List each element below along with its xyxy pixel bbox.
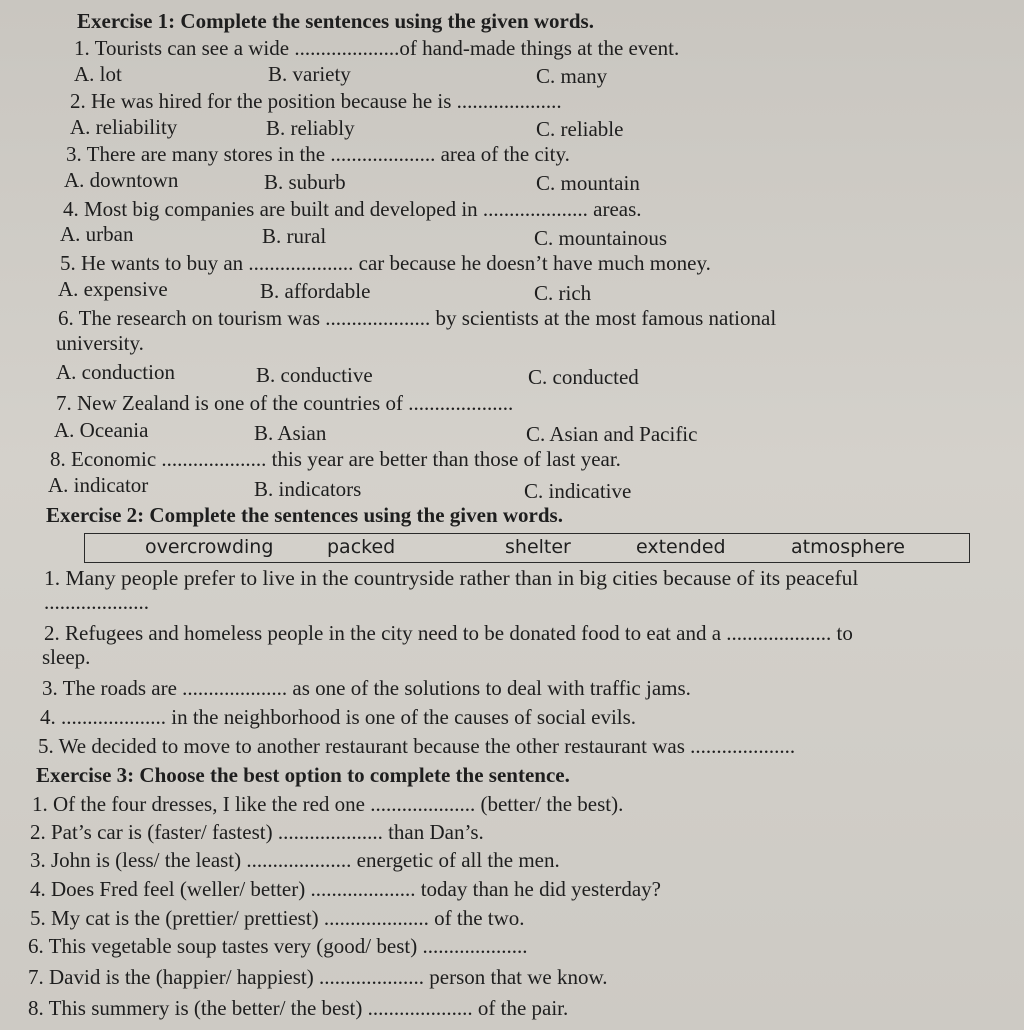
ex1-q6-option-b: B. conductive (256, 363, 373, 387)
ex1-q8-option-c: C. indicative (524, 479, 632, 503)
ex3-item-4: 4. Does Fred feel (weller/ better) .................... today than he did yesterday? (30, 877, 661, 901)
ex1-q3: 3. There are many stores in the .................... area of the city. (66, 142, 570, 166)
ex1-q1-option-b: B. variety (268, 62, 351, 86)
ex3-item-6: 6. This vegetable soup tastes very (good/ best) .................... (28, 934, 528, 958)
ex1-q6: 6. The research on tourism was .................... by scientists at the most famous national (58, 306, 777, 330)
ex1-q5-option-a: A. expensive (58, 277, 168, 301)
ex3-item-7: 7. David is the (happier/ happiest) .................... person that we know. (28, 965, 608, 989)
ex1-q4-option-a: A. urban (60, 222, 134, 246)
word-bank-word: overcrowding (145, 536, 274, 558)
ex1-q1-option-a: A. lot (74, 62, 122, 86)
ex1-q8-option-b: B. indicators (254, 477, 362, 501)
ex2-sentence-4: 4. .................... in the neighborhood is one of the causes of social evils. (40, 705, 637, 729)
ex1-q4: 4. Most big companies are built and developed in .................... areas. (63, 197, 642, 221)
word-bank-word: atmosphere (791, 536, 905, 558)
ex1-q5-option-c: C. rich (534, 281, 592, 305)
ex1-q5: 5. He wants to buy an .................... car because he doesn’t have much money. (60, 251, 711, 275)
exercise-1-title: Exercise 1: Complete the sentences using the given words. (77, 9, 594, 33)
ex1-q3-option-b: B. suburb (264, 170, 346, 194)
ex1-q1-option-c: C. many (536, 64, 608, 88)
ex2-sentence-2-continued: sleep. (42, 645, 91, 669)
ex2-sentence-5: 5. We decided to move to another restaurant because the other restaurant was .................... (38, 734, 796, 758)
ex1-q4-option-b: B. rural (262, 224, 327, 248)
exercise-3-title: Exercise 3: Choose the best option to complete the sentence. (36, 763, 570, 787)
ex1-q1: 1. Tourists can see a wide ....................of hand-made things at the event. (74, 36, 680, 60)
ex1-q4-option-c: C. mountainous (534, 226, 668, 250)
ex1-q6-continued: university. (56, 331, 144, 355)
ex2-sentence-2: 2. Refugees and homeless people in the city need to be donated food to eat and a .................... to (44, 621, 853, 645)
ex1-q2-option-c: C. reliable (536, 117, 624, 141)
ex1-q5-option-b: B. affordable (260, 279, 371, 303)
ex3-item-8: 8. This summery is (the better/ the best) .................... of the pair. (28, 996, 569, 1020)
ex1-q8-option-a: A. indicator (48, 473, 149, 497)
ex3-item-1: 1. Of the four dresses, I like the red one .................... (better/ the best). (32, 792, 624, 816)
ex1-q7-option-a: A. Oceania (54, 418, 149, 442)
ex1-q2-option-b: B. reliably (266, 116, 355, 140)
ex3-item-5: 5. My cat is the (prettier/ prettiest) .................... of the two. (30, 906, 525, 930)
ex1-q8: 8. Economic .................... this year are better than those of last year. (50, 447, 621, 471)
ex2-sentence-3: 3. The roads are .................... as one of the solutions to deal with traffic jams. (42, 676, 691, 700)
ex3-item-3: 3. John is (less/ the least) .................... energetic of all the men. (30, 848, 560, 872)
ex1-q3-option-c: C. mountain (536, 171, 640, 195)
word-bank-word: shelter (505, 536, 571, 558)
ex1-q2: 2. He was hired for the position because he is .................... (70, 89, 562, 113)
word-bank-word: extended (636, 536, 726, 558)
ex1-q7-option-c: C. Asian and Pacific (526, 422, 698, 446)
ex3-item-2: 2. Pat’s car is (faster/ fastest) .................... than Dan’s. (30, 820, 484, 844)
word-bank-word: packed (327, 536, 396, 558)
ex1-q2-option-a: A. reliability (70, 115, 178, 139)
ex1-q6-option-c: C. conducted (528, 365, 639, 389)
ex1-q7-option-b: B. Asian (254, 421, 327, 445)
ex1-q6-option-a: A. conduction (56, 360, 175, 384)
exercise-2-title: Exercise 2: Complete the sentences using the given words. (46, 503, 563, 527)
ex2-sentence-1: 1. Many people prefer to live in the countryside rather than in big cities because of its peaceful (44, 566, 859, 590)
ex1-q3-option-a: A. downtown (64, 168, 179, 192)
ex1-q7: 7. New Zealand is one of the countries of .................... (56, 391, 514, 415)
word-bank-box (84, 533, 970, 563)
ex2-sentence-1-blank: .................... (44, 590, 149, 614)
